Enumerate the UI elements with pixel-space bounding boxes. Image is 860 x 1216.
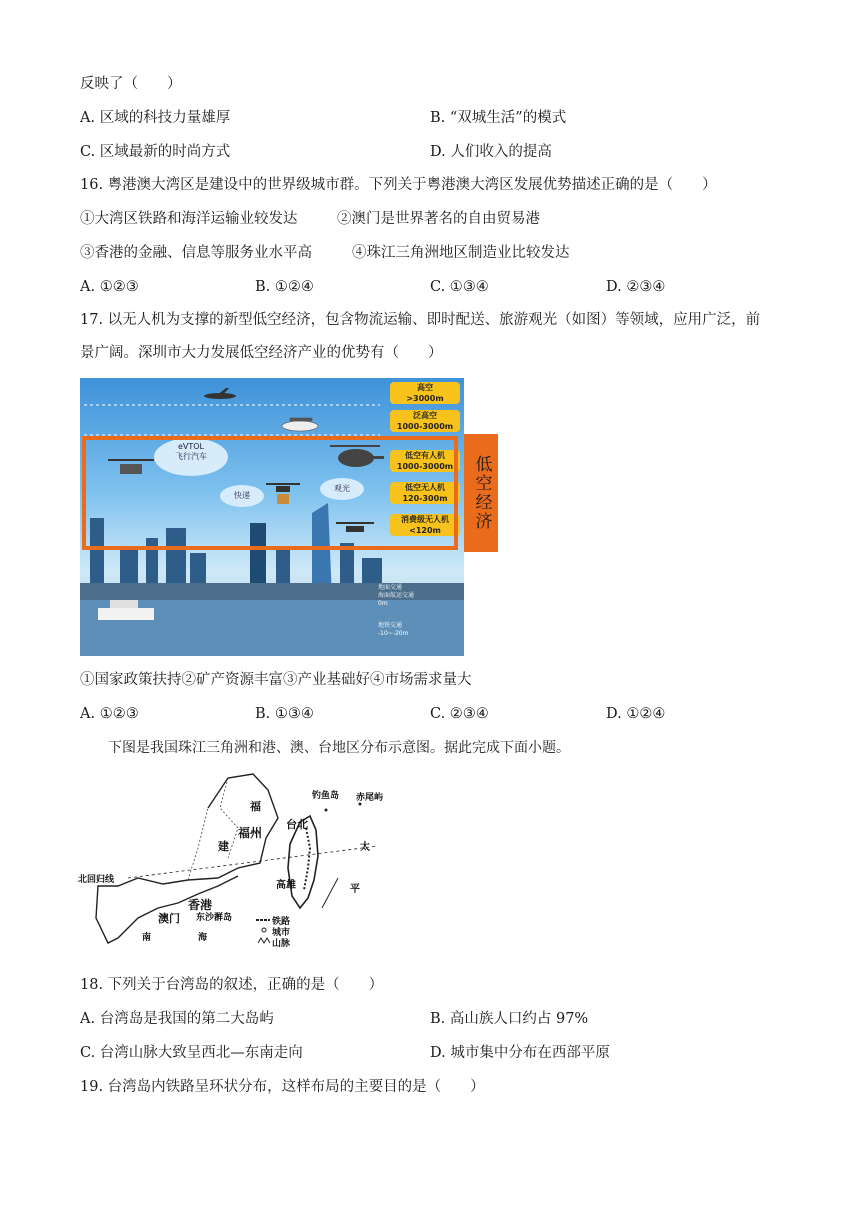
q16-statement-3: ③香港的金融、信息等服务业水平高 [80, 245, 312, 261]
label-macao: 澳门 [158, 912, 180, 925]
prd-hk-macao-taiwan-map [78, 768, 390, 958]
label-hongkong: 香港 [188, 898, 213, 912]
q16-statement-1: ①大湾区铁路和海洋运输业较发达 [80, 211, 298, 227]
mountain-legend-icon [258, 938, 270, 943]
q18-stem: 18. 下列关于台湾岛的叙述，正确的是（ ） [80, 977, 384, 993]
cloud-delivery: 快递 [220, 485, 264, 507]
label-tai: 太 [360, 842, 370, 853]
altitude-box-high: 高空 >3000m [390, 382, 460, 404]
q19-stem: 19. 台湾岛内铁路呈环状分布，这样布局的主要目的是（ ） [80, 1079, 485, 1095]
label-ping: 平 [350, 884, 360, 895]
map-outline [78, 768, 390, 958]
label-hai: 海 [198, 933, 208, 943]
q16-statement-4: ④珠江三角洲地区制造业比较发达 [352, 245, 570, 261]
label-jian: 建 [218, 840, 229, 853]
q16-statement-2: ②澳门是世界著名的自由贸易港 [337, 211, 540, 227]
q15-option-d[interactable]: D. 人们收入的提高 [430, 144, 552, 160]
altitude-box-low-unmanned: 低空无人机 120-300m [390, 482, 460, 504]
q17-stem-line2: 景广阔。深圳市大力发展低空经济产业的优势有（ ） [80, 345, 443, 361]
altitude-box-pan-high: 泛高空 1000-3000m [390, 410, 460, 432]
q16-option-c[interactable]: C. ①③④ [430, 279, 489, 295]
label-dongsha: 东沙群岛 [196, 913, 233, 923]
cloud-tour: 观光 [320, 478, 364, 500]
ground-labels: 地面交通 海面航运交通 0m 地铁交通 -10~-20m [378, 584, 415, 637]
q18-option-c[interactable]: C. 台湾山脉大致呈西北—东南走向 [80, 1045, 303, 1061]
label-fu: 福 [250, 800, 261, 813]
q15-option-c[interactable]: C. 区域最新的时尚方式 [80, 144, 231, 160]
label-tropic-of-cancer: 北回归线 [78, 875, 115, 885]
label-diaoyu: 钓鱼岛 [312, 791, 340, 801]
q17-option-d[interactable]: D. ①②④ [606, 706, 666, 722]
small-plane-icon [282, 418, 318, 431]
q15-option-a[interactable]: A. 区域的科技力量雄厚 [80, 110, 231, 126]
low-altitude-economy-label: 低空经济 [464, 434, 498, 552]
label-fuzhou: 福州 [238, 826, 263, 840]
altitude-box-consumer: 消费级无人机 <120m [390, 514, 460, 536]
q18-option-a[interactable]: A. 台湾岛是我国的第二大岛屿 [80, 1011, 274, 1027]
legend-mountain-label: 山脉 [272, 939, 291, 949]
q16-option-d[interactable]: D. ②③④ [606, 279, 666, 295]
label-nan: 南 [142, 933, 152, 943]
low-altitude-frame [82, 436, 458, 550]
label-taibei: 台北 [286, 818, 308, 831]
q17-statements: ①国家政策扶持②矿产资源丰富③产业基础好④市场需求量大 [80, 672, 472, 688]
q15-stem-tail: 反映了（ ） [80, 76, 182, 92]
q16-option-b[interactable]: B. ①②④ [255, 279, 314, 295]
label-chiwei: 赤尾屿 [356, 793, 384, 803]
group-intro: 下图是我国珠江三角洲和港、澳、台地区分布示意图。据此完成下面小题。 [108, 740, 570, 756]
q17-stem-line1: 17. 以无人机为支撑的新型低空经济，包含物流运输、即时配送、旅游观光（如图）等领域，应用广泛，前 [80, 312, 761, 328]
q16-stem: 16. 粤港澳大湾区是建设中的世界级城市群。下列关于粤港澳大湾区发展优势描述正确的是（ ） [80, 177, 717, 193]
jet-icon [204, 388, 236, 399]
q18-option-b[interactable]: B. 高山族人口约占 97% [430, 1011, 589, 1027]
q16-option-a[interactable]: A. ①②③ [80, 279, 139, 295]
legend-city-label: 城市 [272, 928, 291, 938]
altitude-box-low-manned: 低空有人机 1000-3000m [390, 450, 460, 472]
label-gaoxiong: 高雄 [276, 880, 296, 891]
q17-option-b[interactable]: B. ①③④ [255, 706, 314, 722]
q15-option-b[interactable]: B. “双城生活”的模式 [430, 110, 567, 126]
low-altitude-economy-figure [80, 378, 498, 656]
legend-railway-label: 铁路 [272, 917, 291, 927]
q17-option-a[interactable]: A. ①②③ [80, 706, 139, 722]
q18-option-d[interactable]: D. 城市集中分布在西部平原 [430, 1045, 610, 1061]
cloud-evtol: eVTOL 飞行汽车 [154, 438, 228, 476]
q17-option-c[interactable]: C. ②③④ [430, 706, 489, 722]
city-legend-icon [262, 928, 266, 932]
